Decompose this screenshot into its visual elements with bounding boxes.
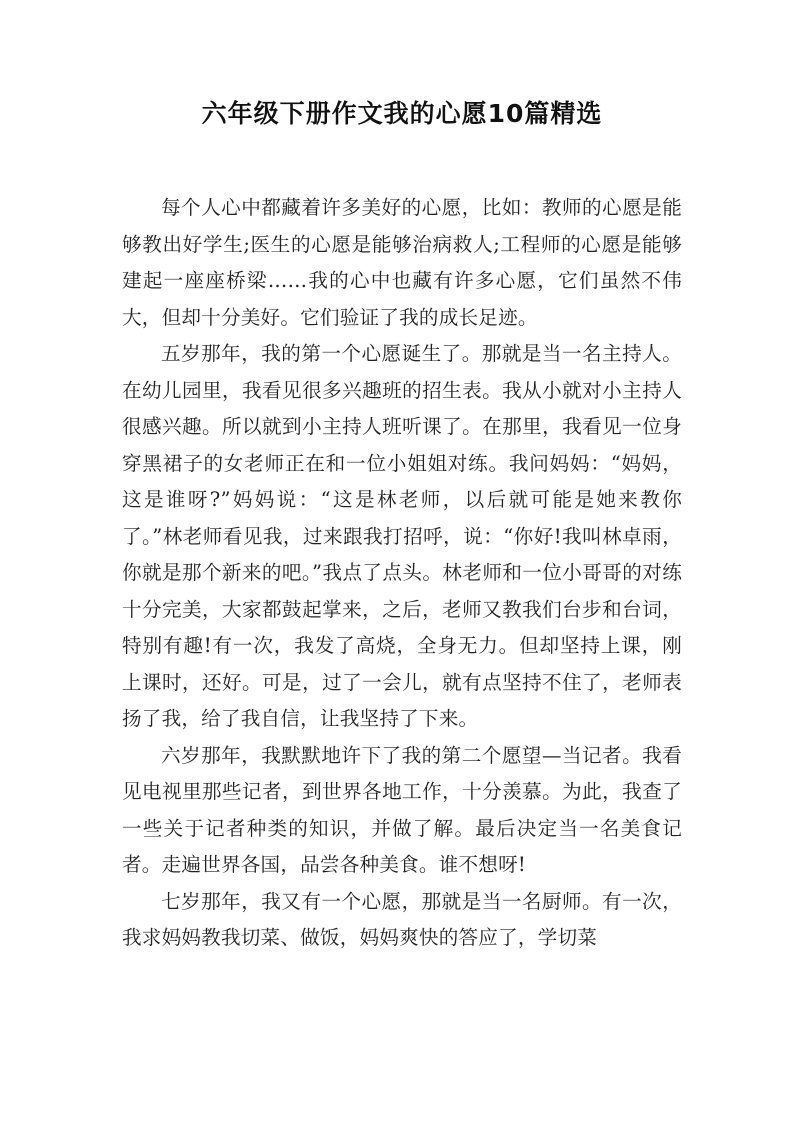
document-title: 六年级下册作文我的心愿10篇精选 [201,99,603,128]
document-body [122,190,682,957]
paragraph-intro: 每个人心中都藏着许多美好的心愿，比如：教师的心愿是能够教出好学生;医生的心愿是能够治病救人;工程师的心愿是能够建起一座座桥梁……我的心中也藏有许多心愿，它们虽然不伟大，但却十分美好。它们验证了我的成长足迹。 [122,196,682,329]
paragraph-age-five: 五岁那年，我的第一个心愿诞生了。那就是当一名主持人。在幼儿园里，我看见很多兴趣班的招生表。我从小就对小主持人很感兴趣。所以就到小主持人班听课了。在那里，我看见一位身穿黑裙子的女老师正在和一位小姐姐对练。我问妈妈：“妈妈，这是谁呀?”妈妈说：“这是林老师，以后就可能是她来教你了。”林老师看见我，过来跟我打招呼，说：“你好!我叫林卓雨，你就是那个新来的吧。”我点了点头。林老师和一位小哥哥的对练十分完美，大家都鼓起掌来，之后，老师又教我们台步和台词，特别有趣!有一次，我发了高烧，全身无力。但却坚持上课，刚上课时，还好。可是，过了一会儿，就有点坚持不住了，老师表扬了我，给了我自信，让我坚持了下来。 [122,342,682,730]
paragraph-age-seven: 七岁那年，我又有一个心愿，那就是当一名厨师。有一次，我求妈妈教我切菜、做饭，妈妈爽快的答应了，学切菜 [122,889,682,949]
paragraph-age-six: 六岁那年，我默默地许下了我的第二个愿望—当记者。我看见电视里那些记者，到世界各地工作，十分羡慕。为此，我查了一些关于记者种类的知识，并做了解。最后决定当一名美食记者。走遍世界各国，品尝各种美食。谁不想呀! [122,743,682,876]
